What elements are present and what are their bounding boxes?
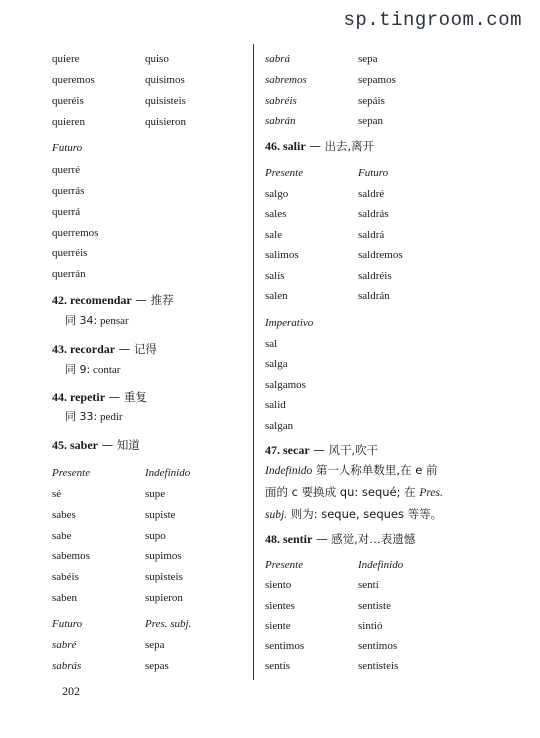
site-url: sp.tingroom.com	[343, 9, 522, 31]
verb-heading-repetir: 44. repetir — 重复	[52, 390, 147, 404]
page-number: 202	[62, 684, 80, 698]
verb-heading-sentir: 48. sentir — 感觉,对…表遗憾	[265, 532, 416, 546]
verb-heading-recordar: 43. recordar — 记得	[52, 342, 157, 356]
verb-heading-secar: 47. secar — 风干,吹干	[265, 443, 379, 457]
verb-heading-saber: 45. saber — 知道	[52, 438, 140, 452]
column-divider	[253, 44, 254, 680]
verb-heading-salir: 46. salir — 出去,离开	[265, 139, 375, 153]
verb-reference: 同 9: contar	[65, 363, 121, 376]
verb-reference: 同 34: pensar	[65, 314, 129, 327]
verb-note: Indefinido 第一人称单数里,在 e 前 面的 c 要换成 qu: sequé; 在 Pres. subj. 则为: seque, seques 等等。	[265, 463, 443, 521]
verb-reference: 同 33: pedir	[65, 410, 123, 423]
verb-heading-recomendar: 42. recomendar — 推荐	[52, 293, 174, 307]
